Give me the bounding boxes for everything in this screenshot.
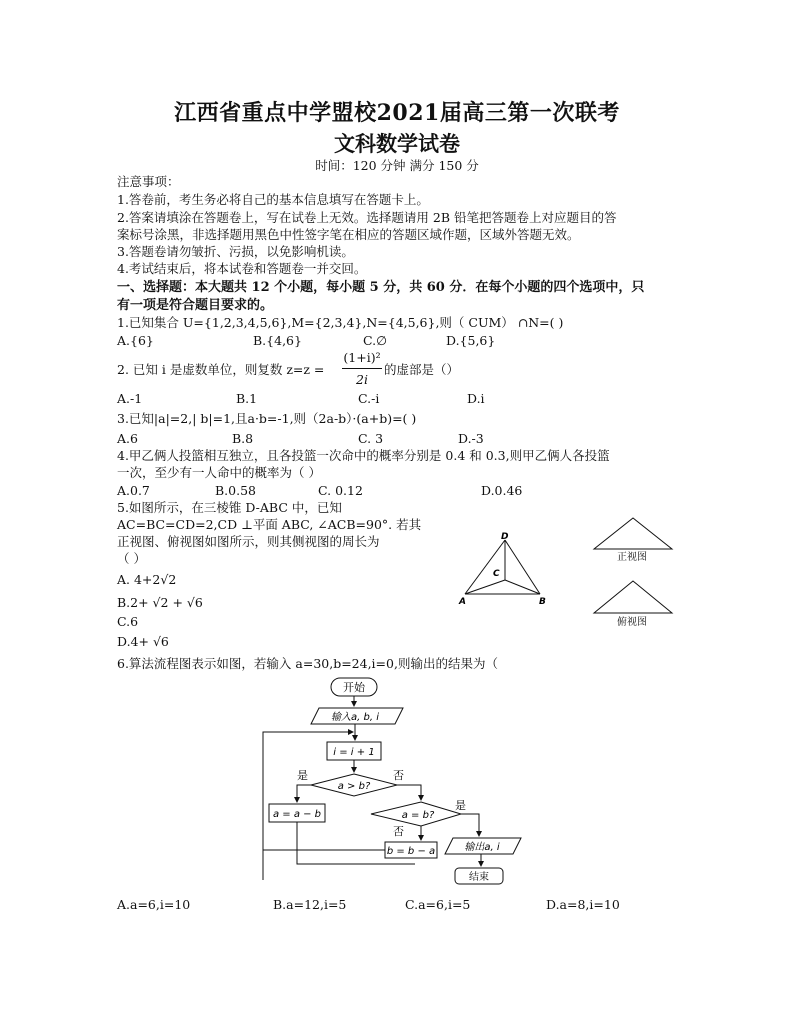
q2-option-a: A.-1 [117,391,143,406]
q5-option-a: A. 4+2√2 [117,572,177,587]
q2-option-d: D.i [467,391,485,406]
flow-no2: 否 [393,825,404,838]
q2-stem-pre: 2. 已知 i 是虚数单位，则复数 z=z = [117,362,325,377]
flow-yes1: 是 [297,769,308,782]
exam-subtitle: 文科数学试卷 [334,131,460,156]
note-item: 1.答卷前，考生务必将自己的基本信息填写在答题卡上。 [117,192,429,207]
exam-title: 江西省重点中学盟校2021届高三第一次联考 [174,100,620,126]
flow-input-label: 输入a, b, i [331,712,379,723]
q4-option-c: C. 0.12 [318,483,363,498]
q5-option-b: B.2+ √2 + √6 [117,595,203,610]
flow-start-label: 开始 [343,681,365,694]
q2-fraction-bar [342,368,382,369]
q5-stem-line4: （ ） [117,551,146,566]
note-item: 3.答题卷请勿皱折、污损，以免影响机读。 [117,244,354,259]
notes-heading: 注意事项： [117,174,180,189]
section-heading-cont: 有一项是符合题目要求的。 [117,298,274,313]
q6-option-b: B.a=12,i=5 [273,897,347,912]
front-view-label: 正视图 [617,552,647,563]
flow-step-i-label: i = i + 1 [333,747,375,758]
q5-option-d: D.4+ √6 [117,634,169,649]
note-item: 4.考试结束后，将本试卷和答题卷一并交回。 [117,261,367,276]
q4-option-a: A.0.7 [117,483,150,498]
q6-option-d: D.a=8,i=10 [546,897,620,912]
vertex-label-d: D [501,532,509,542]
vertex-label-a: A [459,597,466,607]
q2-fraction-denominator: 2i [356,372,368,387]
flow-output-label: 输出a, i [464,842,500,853]
vertex-label-c: C [493,569,500,579]
pyramid-figure [455,530,555,610]
top-view-figure [592,578,674,618]
flowchart [255,672,535,890]
q2-option-c: C.-i [358,391,380,406]
vertex-label-b: B [539,597,546,607]
flow-assign-a-label: a = a − b [272,809,322,820]
q3-option-c: C. 3 [358,431,384,446]
q4-stem-line1: 4.甲乙俩人投篮相互独立，且各投篮一次命中的概率分别是 0.4 和 0.3,则甲乙俩人各投篮 [117,448,610,463]
q1-option-a: A.{6} [117,333,154,348]
q1-option-c: C.∅ [363,333,387,348]
q1-option-d: D.{5,6} [446,333,496,348]
q3-stem: 3.已知|a|=2,| b|=1,且a·b=-1,则（2a-b）·(a+b)=( ) [117,411,417,426]
q5-stem-line2: AC=BC=CD=2,CD ⊥平面 ABC, ∠ACB=90°. 若其 [117,517,422,532]
q3-option-a: A.6 [117,431,138,446]
q4-option-b: B.0.58 [215,483,256,498]
q2-stem-post: 的虚部是（） [384,362,460,377]
note-item: 案标号涂黑，非选择题用黑色中性签字笔在相应的答题区域作题，区域外答题无效。 [117,227,580,242]
flow-assign-b-label: b = b − a [386,846,436,857]
flow-cond1-label: a > b? [337,781,371,792]
q6-option-a: A.a=6,i=10 [117,897,191,912]
q6-stem: 6.算法流程图表示如图，若输入 a=30,b=24,i=0,则输出的结果为（ [117,656,498,671]
q6-option-c: C.a=6,i=5 [405,897,471,912]
q4-option-d: D.0.46 [481,483,523,498]
q3-option-d: D.-3 [458,431,484,446]
q1-option-b: B.{4,6} [253,333,302,348]
flow-no1: 否 [393,769,404,782]
q2-option-b: B.1 [236,391,258,406]
q5-stem-line1: 5.如图所示，在三棱锥 D-ABC 中，已知 [117,500,342,515]
q2-fraction-numerator: (1+i)² [343,350,381,365]
note-item: 2.答案请填涂在答题卷上，写在试卷上无效。选择题请用 2B 铅笔把答题卷上对应题目的答 [117,210,617,225]
front-view-figure [592,515,674,555]
q5-stem-line3: 正视图、俯视图如图所示，则其侧视图的周长为 [117,534,380,549]
top-view-label: 俯视图 [617,617,647,628]
q1-stem: 1.已知集合 U={1,2,3,4,5,6},M={2,3,4},N={4,5,6},则（ CUM） ∩N=( ) [117,315,564,330]
flow-end-label: 结束 [469,872,489,883]
flow-yes2: 是 [455,799,466,812]
q4-stem-line2: 一次，至少有一人命中的概率为（ ） [117,465,321,480]
q5-option-c: C.6 [117,614,139,629]
time-info: 时间：120 分钟 满分 150 分 [315,158,479,173]
section-heading: 一、选择题：本大题共 12 个小题，每小题 5 分，共 60 分．在每个小题的四个选项中，只 [117,280,645,295]
q3-option-b: B.8 [232,431,254,446]
flow-cond2-label: a = b? [401,810,435,821]
